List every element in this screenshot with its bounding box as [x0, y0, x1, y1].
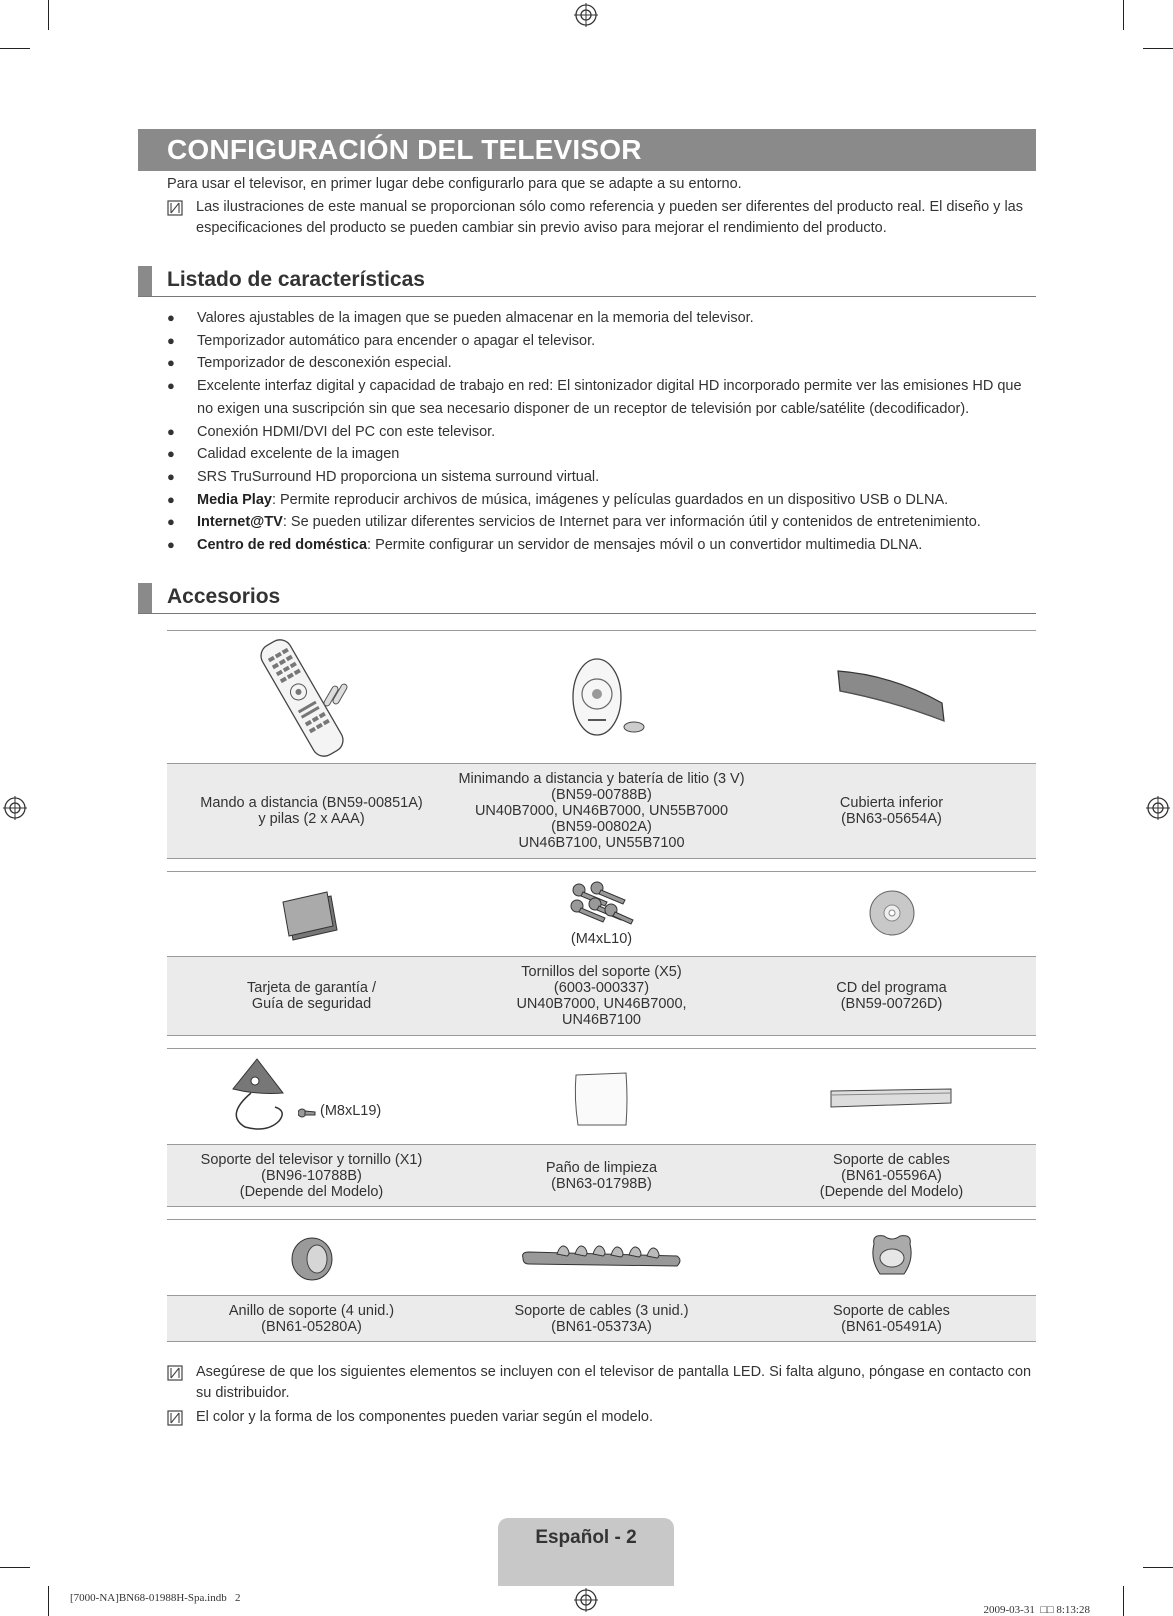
heading-marker	[138, 266, 152, 296]
accessories-title: Accesorios	[167, 585, 281, 608]
note-icon	[167, 1410, 183, 1426]
warranty-card-icon	[277, 886, 347, 946]
accessory-caption	[167, 1145, 456, 1206]
remote-control-icon	[242, 633, 382, 763]
feature-text	[197, 330, 1037, 353]
accessory-caption	[457, 1145, 746, 1206]
accessory-caption	[457, 957, 746, 1035]
mini-remote-icon	[552, 649, 652, 759]
registration-mark-icon	[3, 796, 27, 820]
accessory-image-cell	[457, 872, 746, 956]
accessory-group	[167, 1219, 1036, 1343]
screws-icon	[567, 880, 637, 926]
print-slug-date	[978, 1592, 1090, 1616]
heading-marker	[138, 583, 152, 613]
caption-line: Mando a distancia (BN59-00851A)	[200, 795, 423, 811]
bullet-icon: ●	[167, 423, 175, 439]
accessory-caption	[747, 1296, 1036, 1341]
accessory-group	[167, 1048, 1036, 1208]
caption-line: (BN63-01798B)	[551, 1175, 652, 1192]
caption-line: UN40B7000, UN46B7000, UN55B7000	[474, 803, 729, 819]
feature-text	[197, 352, 1037, 375]
caption-line: (BN59-00788B)	[551, 787, 652, 803]
note-icon	[167, 1365, 183, 1381]
bullet-icon: ●	[167, 332, 175, 348]
feature-text	[197, 466, 1037, 489]
slug-glyphs: □□	[1040, 1604, 1054, 1616]
bullet-icon: ●	[167, 468, 175, 484]
bullet-icon: ●	[167, 355, 175, 371]
caption-line: (BN59-00726D)	[840, 996, 943, 1012]
caption-line: (BN61-05280A)	[261, 1318, 362, 1335]
feature-item	[167, 466, 1037, 489]
crop-mark	[1143, 48, 1173, 49]
caption-line: Soporte del televisor y tornillo (X1)	[200, 1151, 423, 1168]
caption-line: (BN61-05373A)	[551, 1318, 652, 1335]
screws-size-label: (M4xL10)	[570, 931, 633, 947]
feature-item	[167, 352, 1037, 375]
caption-line: Soporte de cables	[833, 1151, 950, 1168]
caption-line: (Depende del Modelo)	[239, 1183, 384, 1200]
caption-line: Anillo de soporte (4 unid.)	[228, 1302, 395, 1319]
accessory-group	[167, 630, 1036, 858]
crop-mark	[48, 0, 49, 30]
feature-item	[167, 330, 1037, 353]
feature-description: Valores ajustables de la imagen que se pueden almacenar en la memoria del televisor.	[197, 310, 754, 326]
caption-line: (BN63-05654A)	[841, 811, 942, 827]
intro	[167, 174, 1037, 239]
caption-line: y pilas (2 x AAA)	[258, 811, 365, 827]
caption-line: (BN59-00802A)	[551, 819, 652, 835]
accessory-image-cell	[747, 872, 1036, 956]
accessory-image-cell	[167, 872, 456, 956]
features-title: Listado de características	[167, 268, 425, 291]
bottom-cover-icon	[832, 661, 952, 741]
page-label: Español - 2	[535, 1527, 637, 1548]
feature-bold-label: Internet@TV	[197, 514, 283, 531]
caption-line: UN46B7100, UN55B7100	[518, 835, 685, 851]
feature-item	[167, 421, 1037, 444]
accessory-caption	[167, 1296, 456, 1341]
caption-line: (6003-000337)	[553, 980, 650, 996]
caption-line: (BN61-05491A)	[841, 1318, 942, 1335]
caption-line: CD del programa	[836, 980, 947, 996]
crop-mark	[1123, 1586, 1124, 1616]
slug-time: 8:13:28	[1056, 1604, 1090, 1616]
feature-text	[197, 511, 1037, 534]
registration-mark-icon	[1146, 796, 1170, 820]
crop-mark	[1143, 1567, 1173, 1568]
caption-line: (BN61-05596A)	[841, 1167, 942, 1184]
caption-line: Soporte de cables (3 unid.)	[514, 1302, 689, 1319]
feature-description: Calidad excelente de la imagen	[197, 446, 400, 463]
caption-line: (BN96-10788B)	[261, 1167, 362, 1184]
page-number-tab	[498, 1518, 674, 1586]
accessory-image-cell	[457, 1049, 746, 1144]
tv-holder-screw-label: (M8xL19)	[320, 1103, 382, 1119]
registration-mark-icon	[574, 1588, 598, 1612]
caption-line: Tarjeta de garantía /	[247, 980, 376, 996]
cleaning-cloth-icon	[572, 1069, 632, 1129]
accessory-caption	[167, 764, 456, 858]
feature-bold-label: Media Play	[197, 491, 272, 508]
feature-text	[197, 489, 1037, 512]
feature-item	[167, 375, 1037, 420]
cd-icon	[867, 888, 917, 938]
feature-item	[167, 489, 1037, 512]
intro-text: Para usar el televisor, en primer lugar debe configurarlo para que se adapte a su entorno.	[167, 176, 742, 192]
crop-mark	[0, 48, 30, 49]
features-list	[167, 307, 1037, 557]
feature-text	[197, 307, 1037, 330]
caption-line: UN40B7000, UN46B7000,	[516, 996, 687, 1012]
features-heading	[138, 266, 1036, 297]
note-icon	[167, 200, 183, 216]
accessory-image-cell	[457, 1220, 746, 1295]
bullet-icon: ●	[167, 514, 175, 530]
feature-item	[167, 534, 1037, 557]
accessory-image-cell	[167, 1049, 456, 1144]
accessory-caption	[747, 764, 1036, 858]
feature-description: Excelente interfaz digital y capacidad de trabajo en red: El sintonizador digital HD incorporado permite ver las emisiones HD que no exigen una suscripción sin que sea necesario disponer de un receptor de televisión por cable/satélite (decodificador).	[197, 378, 1022, 417]
accessory-caption	[167, 957, 456, 1035]
accessory-caption	[457, 1296, 746, 1341]
accessory-image-cell	[457, 631, 746, 763]
tv-holder-icon	[227, 1055, 317, 1137]
bullet-icon: ●	[167, 310, 175, 325]
page-title: CONFIGURACIÓN DEL TELEVISOR	[167, 134, 642, 165]
accessories-heading	[138, 583, 1036, 614]
accessory-caption	[747, 1145, 1036, 1206]
accessory-image-cell	[747, 1049, 1036, 1144]
caption-line: Cubierta inferior	[839, 795, 944, 811]
feature-item	[167, 511, 1037, 534]
cable-holder-comb-icon	[517, 1238, 687, 1278]
registration-mark-icon	[574, 3, 598, 27]
caption-line: Guía de seguridad	[251, 996, 372, 1012]
slug-date: 2009-03-31	[983, 1604, 1035, 1616]
feature-item	[167, 307, 1037, 330]
feature-description: : Permite reproducir archivos de música, imágenes y películas guardados en un dispositivo USB o DLNA.	[271, 491, 949, 508]
caption-line: Soporte de cables	[833, 1302, 950, 1319]
screw-icon	[298, 1107, 316, 1119]
feature-description: : Permite configurar un servidor de mensajes móvil o un convertidor multimedia DLNA.	[367, 537, 923, 554]
feature-item	[167, 443, 1037, 466]
caption-line: Minimando a distancia y batería de litio (3 V)	[458, 771, 745, 787]
feature-description: Temporizador automático para encender o apagar el televisor.	[197, 332, 596, 349]
accessory-image-cell	[167, 1220, 456, 1295]
feature-text	[197, 375, 1037, 420]
crop-mark	[1123, 0, 1124, 30]
print-slug-file: [7000-NA]BN68-01988H-Spa.indb 2	[70, 1592, 241, 1604]
feature-description: Temporizador de desconexión especial.	[197, 355, 452, 372]
accessory-image-cell	[167, 631, 456, 763]
holder-ring-icon	[287, 1234, 337, 1284]
footnote: Asegúrese de que los siguientes elementos se incluyen con el televisor de pantalla LED. Si falta alguno, póngase en contacto con su distribuidor.	[196, 1364, 1032, 1401]
feature-text	[197, 534, 1037, 557]
feature-description: : Se pueden utilizar diferentes servicios de Internet para ver información útil y contenidos de entretenimiento.	[282, 514, 981, 531]
footnotes	[167, 1362, 1037, 1428]
caption-line: (Depende del Modelo)	[819, 1183, 964, 1200]
feature-text	[197, 443, 1037, 466]
cable-holder-bar-icon	[827, 1083, 957, 1113]
accessory-image-cell	[747, 631, 1036, 763]
cable-holder-clip-icon	[864, 1230, 920, 1286]
feature-bold-label: Centro de red doméstica	[197, 537, 368, 554]
bullet-icon: ●	[167, 378, 175, 394]
accessory-image-cell	[747, 1220, 1036, 1295]
caption-line: Paño de limpieza	[545, 1159, 658, 1176]
accessory-group	[167, 871, 1036, 1037]
accessory-caption	[457, 764, 746, 858]
feature-description: SRS TruSurround HD proporciona un sistema surround virtual.	[197, 468, 600, 485]
feature-text	[197, 421, 1037, 444]
footnote: El color y la forma de los componentes pueden variar según el modelo.	[196, 1409, 654, 1425]
crop-mark	[0, 1567, 30, 1568]
bullet-icon: ●	[167, 491, 175, 507]
intro-note: Las ilustraciones de este manual se proporcionan sólo como referencia y pueden ser diferentes del producto real. El diseño y las especificaciones del producto se pueden cambiar sin previo aviso para mejorar el rendimiento del producto.	[196, 199, 1023, 236]
crop-mark	[48, 1586, 49, 1616]
caption-line: Tornillos del soporte (X5)	[521, 964, 682, 980]
feature-description: Conexión HDMI/DVI del PC con este televisor.	[197, 423, 496, 440]
caption-line: UN46B7100	[562, 1012, 641, 1028]
bullet-icon: ●	[167, 537, 175, 553]
accessory-caption	[747, 957, 1036, 1035]
page-title-bar	[138, 129, 1036, 171]
bullet-icon: ●	[167, 446, 175, 462]
